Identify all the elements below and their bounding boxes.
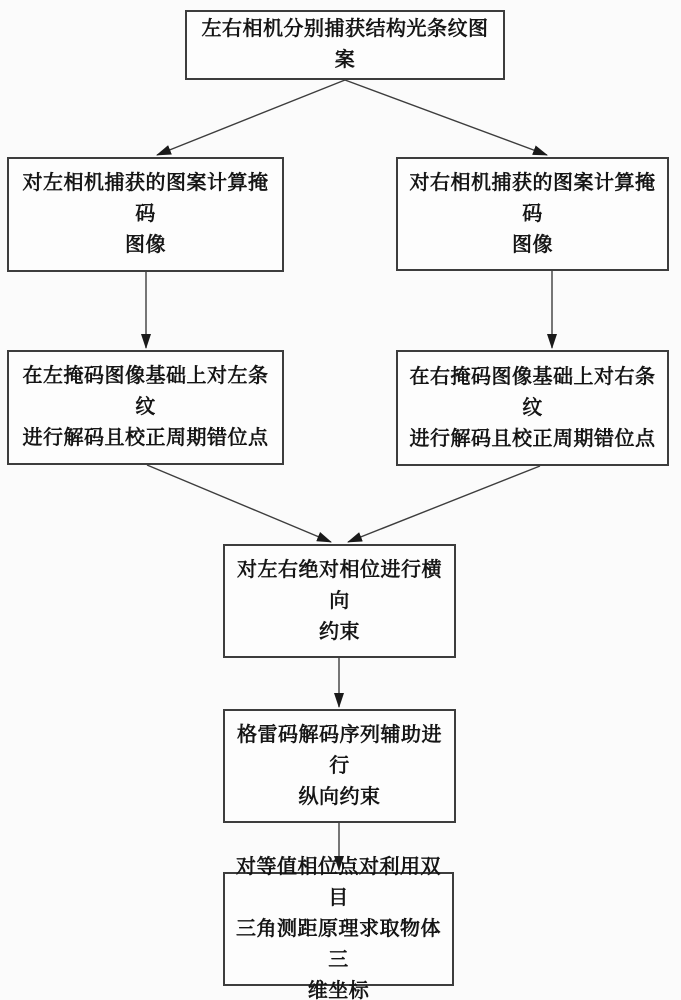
flowchart-node-triangulation: 对等值相位点对利用双目 三角测距原理求取物体三 维坐标 [223,872,454,986]
edge-capture-to-mask-right [345,80,547,155]
flowchart-node-mask-left: 对左相机捕获的图案计算掩码 图像 [7,157,284,272]
flowchart-node-mask-right: 对右相机捕获的图案计算掩码 图像 [396,157,669,271]
flowchart-node-horizontal-constraint: 对左右绝对相位进行横向 约束 [223,544,456,658]
flowchart-node-vertical-constraint: 格雷码解码序列辅助进行 纵向约束 [223,709,456,823]
flowchart-node-capture: 左右相机分别捕获结构光条纹图案 [185,10,505,80]
flowchart-node-decode-right: 在右掩码图像基础上对右条纹 进行解码且校正周期错位点 [396,350,669,466]
edge-decode-left-to-horizontal-constraint [147,465,331,542]
edge-decode-right-to-horizontal-constraint [348,466,540,542]
flowchart-node-decode-left: 在左掩码图像基础上对左条纹 进行解码且校正周期错位点 [7,350,284,465]
edge-capture-to-mask-left [157,80,345,155]
